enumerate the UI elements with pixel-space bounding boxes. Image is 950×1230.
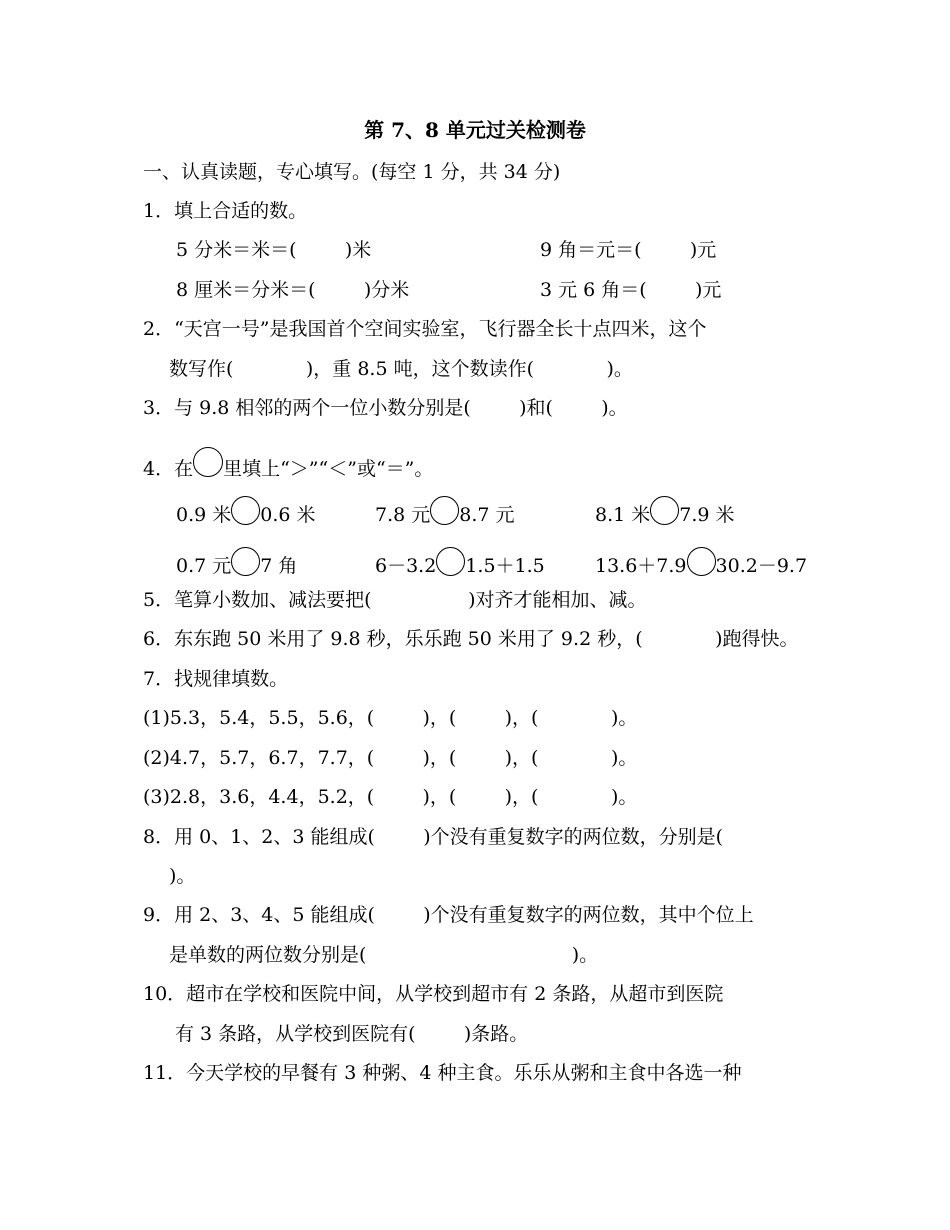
q5: 5．笔算小数加、减法要把( )对齐才能相加、减。 bbox=[143, 589, 647, 611]
q4-compare-6 bbox=[595, 547, 807, 578]
q7-stem: 7．找规律填数。 bbox=[143, 668, 289, 690]
compare-circle-input[interactable] bbox=[231, 496, 260, 525]
q1-item-b: 9 角＝元＝( )元 bbox=[540, 239, 717, 261]
q6: 6．东东跑 50 米用了 9.8 秒，乐乐跑 50 米用了 9.2 秒，( )跑得快。 bbox=[143, 628, 799, 650]
circle-blank-icon bbox=[193, 447, 223, 477]
q10-line2: 有 3 条路，从学校到医院有( )条路。 bbox=[175, 1023, 529, 1045]
q1-item-c: 8 厘米＝分米＝( )分米 bbox=[176, 279, 410, 301]
compare-circle-input[interactable] bbox=[436, 547, 465, 576]
section-heading: 一、认真读题，专心填写。(每空 1 分，共 34 分) bbox=[143, 161, 561, 183]
compare-left: 8.1 米 bbox=[595, 504, 651, 526]
q1-item-d: 3 元 6 角＝( )元 bbox=[540, 279, 722, 301]
q7-sub3: (3)2.8，3.6，4.4，5.2，( )，( )，( )。 bbox=[143, 786, 638, 808]
compare-circle-input[interactable] bbox=[231, 547, 260, 576]
q8-line2: )。 bbox=[169, 865, 196, 887]
compare-circle-input[interactable] bbox=[687, 547, 716, 576]
q1-stem: 1．填上合适的数。 bbox=[143, 200, 308, 222]
q2-line1: 2．“天宫一号”是我国首个空间实验室，飞行器全长十点四米，这个 bbox=[143, 318, 707, 340]
compare-right: 8.7 元 bbox=[459, 504, 515, 526]
q9-line2: 是单数的两位数分别是( )。 bbox=[169, 944, 599, 966]
q3: 3．与 9.8 相邻的两个一位小数分别是( )和( )。 bbox=[143, 397, 628, 419]
q1-item-a: 5 分米＝米＝( )米 bbox=[176, 239, 372, 261]
q2-line2: 数写作( )，重 8.5 吨，这个数读作( )。 bbox=[169, 358, 633, 380]
q9-line1: 9．用 2、3、4、5 能组成( )个没有重复数字的两位数，其中个位上 bbox=[143, 904, 754, 926]
compare-right: 1.5＋1.5 bbox=[465, 555, 545, 577]
q4-compare-4 bbox=[176, 547, 297, 578]
q4-compare-3 bbox=[595, 496, 735, 527]
q11: 11．今天学校的早餐有 3 种粥、4 种主食。乐乐从粥和主食中各选一种 bbox=[143, 1062, 742, 1084]
compare-circle-input[interactable] bbox=[650, 496, 679, 525]
q4-compare-1 bbox=[176, 496, 316, 527]
compare-right: 0.6 米 bbox=[260, 504, 316, 526]
compare-right: 7 角 bbox=[260, 555, 298, 577]
page-title: 第 7、8 单元过关检测卷 bbox=[364, 118, 586, 142]
compare-left: 6－3.2 bbox=[375, 555, 437, 577]
compare-left: 13.6＋7.9 bbox=[595, 555, 687, 577]
q4-compare-5 bbox=[375, 547, 545, 578]
q4-stem bbox=[143, 447, 433, 481]
q10-line1: 10．超市在学校和医院中间，从学校到超市有 2 条路，从超市到医院 bbox=[143, 983, 724, 1005]
compare-left: 0.9 米 bbox=[176, 504, 232, 526]
q7-sub1: (1)5.3，5.4，5.5，5.6，( )，( )，( )。 bbox=[143, 707, 638, 729]
compare-right: 30.2－9.7 bbox=[715, 555, 808, 577]
compare-right: 7.9 米 bbox=[679, 504, 735, 526]
q8-line1: 8．用 0、1、2、3 能组成( )个没有重复数字的两位数，分别是( bbox=[143, 826, 724, 848]
compare-left: 7.8 元 bbox=[375, 504, 431, 526]
compare-left: 0.7 元 bbox=[176, 555, 232, 577]
compare-circle-input[interactable] bbox=[430, 496, 459, 525]
q4-stem-post: 里填上“＞”“＜”或“＝”。 bbox=[223, 458, 434, 480]
q7-sub2: (2)4.7，5.7，6.7，7.7，( )，( )，( )。 bbox=[143, 747, 638, 769]
q4-stem-pre: 4．在 bbox=[143, 458, 194, 480]
q4-compare-2 bbox=[375, 496, 515, 527]
